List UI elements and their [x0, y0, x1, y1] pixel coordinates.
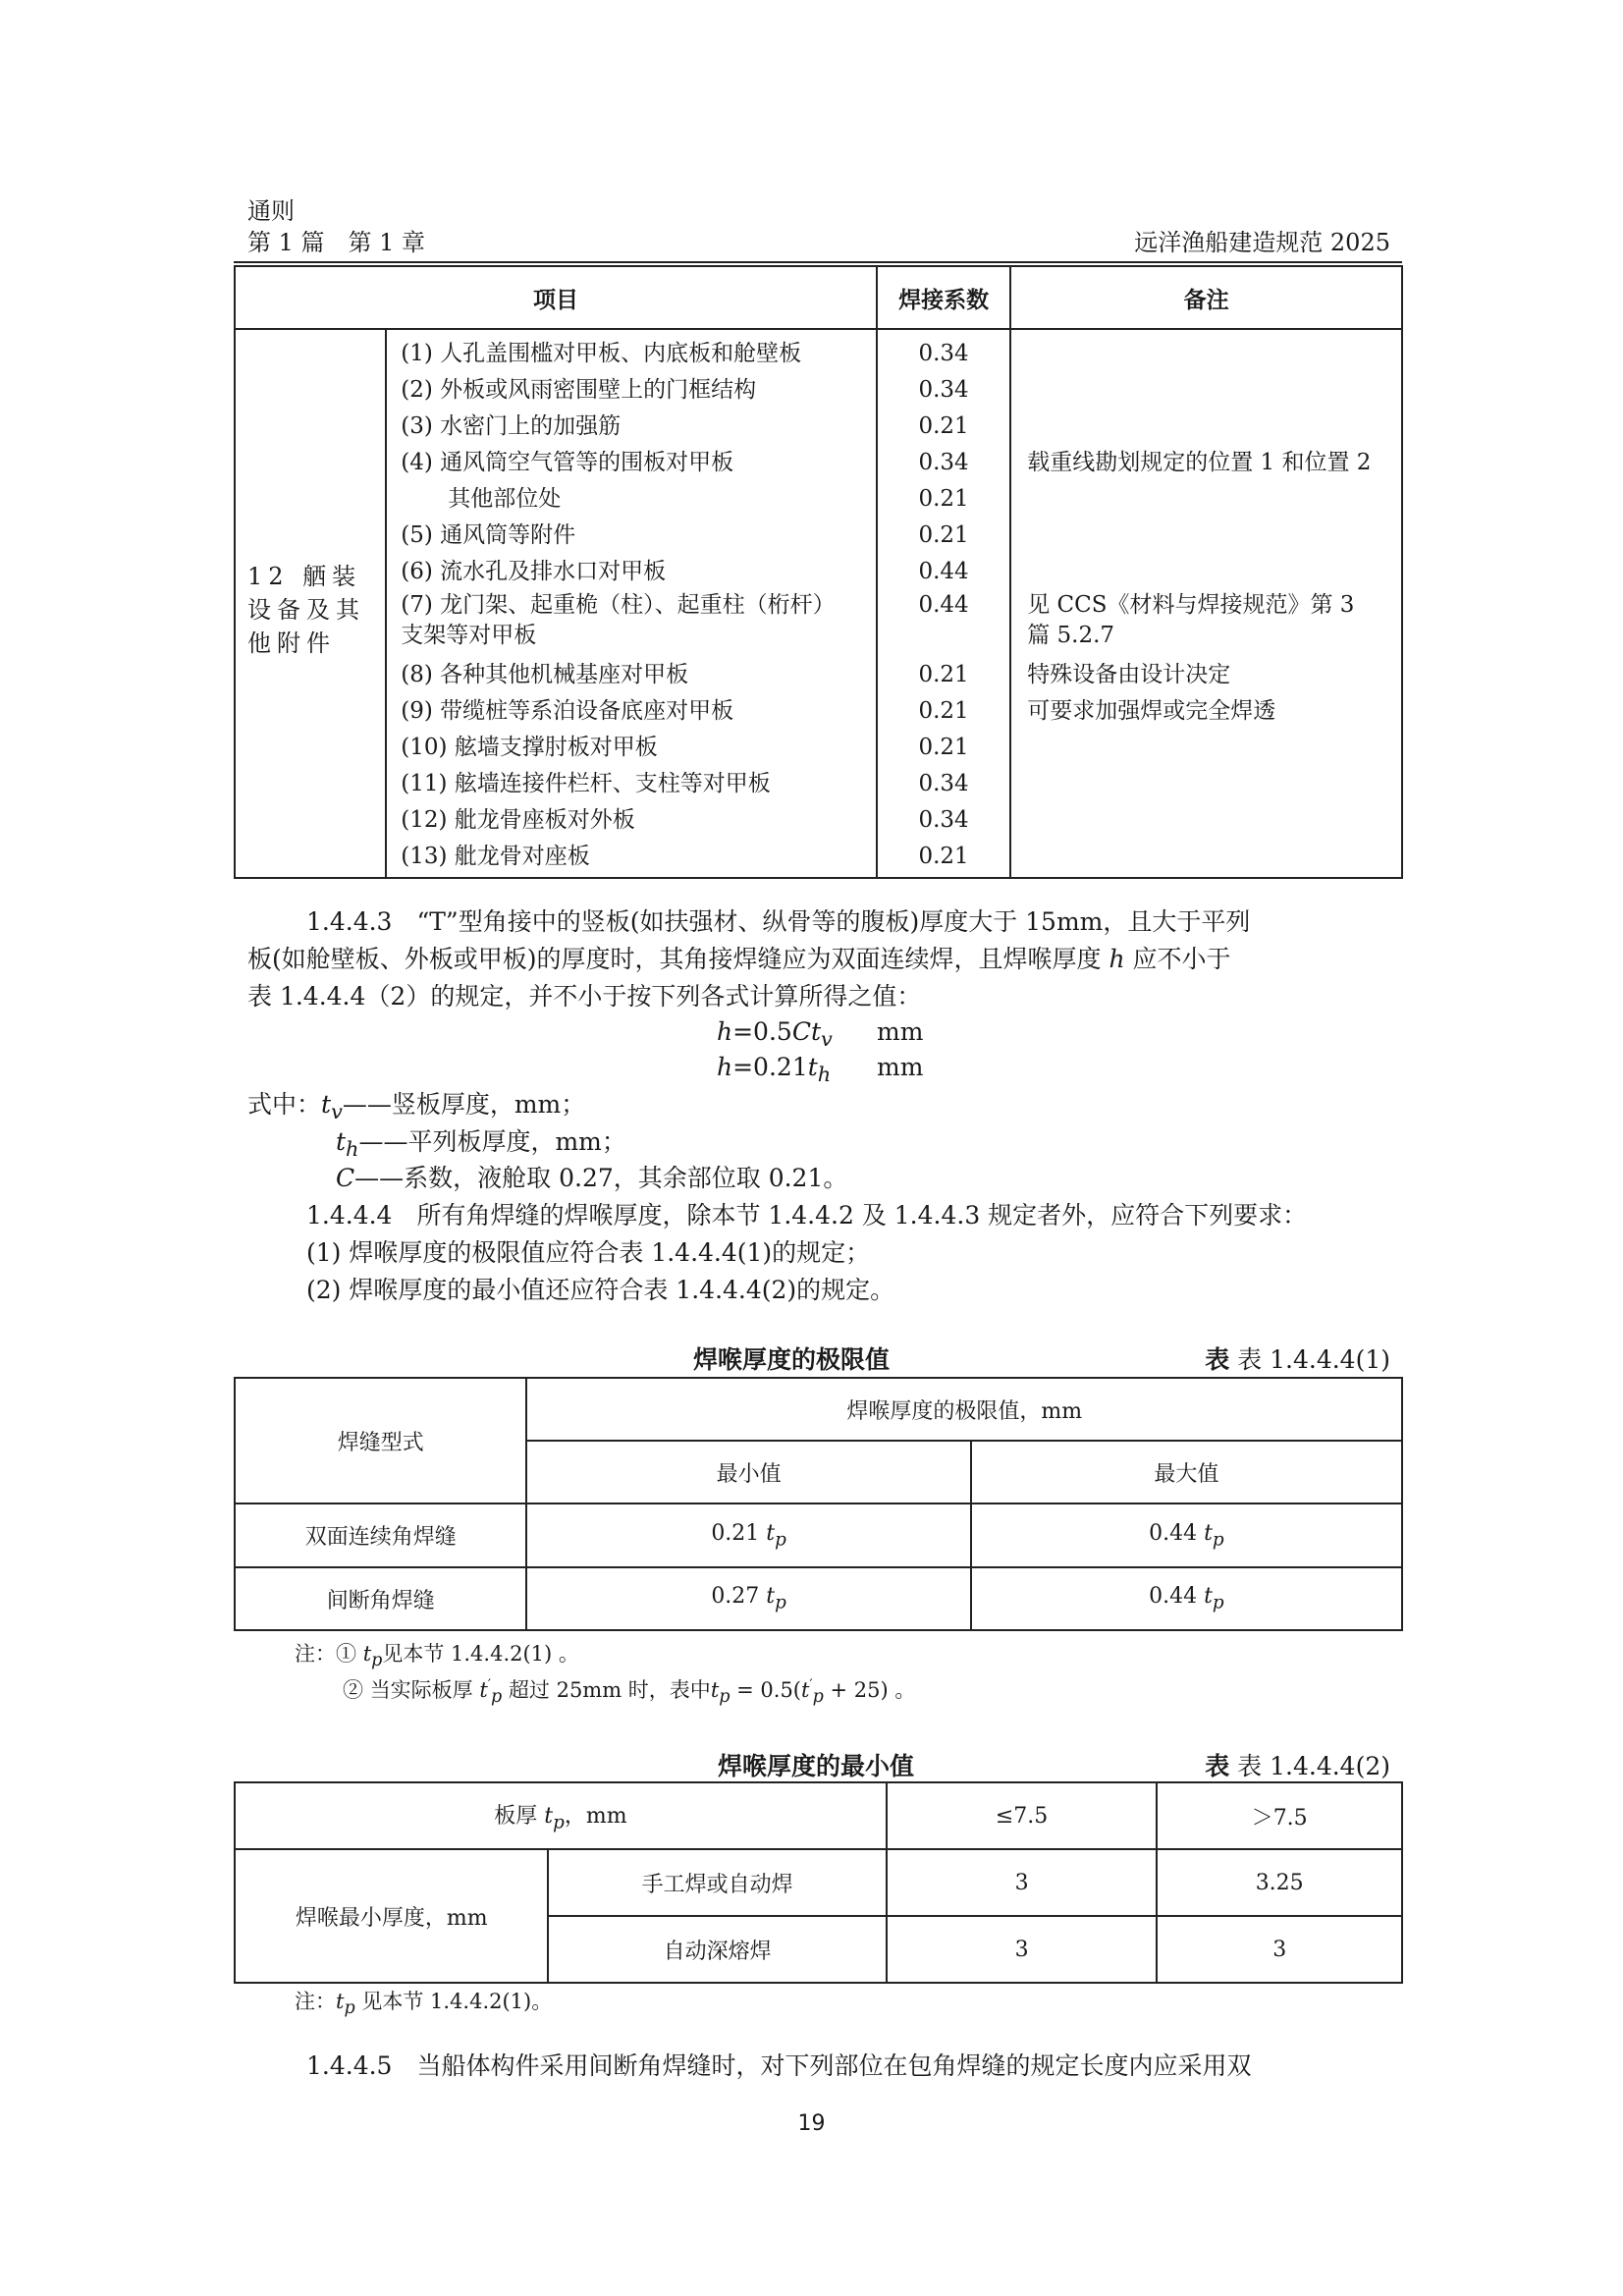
table-cell: 手工焊或自动焊 — [548, 1849, 886, 1916]
coefficient-value: 0.21 — [918, 413, 969, 439]
definition-th: $t_h——$平列板厚度，mm； — [336, 1127, 626, 1161]
table-row — [235, 1849, 1402, 1916]
coefficient-value: 0.44 — [918, 559, 969, 584]
table-row — [235, 1782, 1402, 1849]
row-label: 间断角焊缝 — [235, 1567, 526, 1630]
header-rule — [234, 261, 1402, 263]
table-cell: 0.27 $t_p$ — [526, 1567, 970, 1630]
table-title: 焊喉厚度的最小值 — [718, 1752, 915, 1780]
coefficient-value: 0.21 — [918, 662, 969, 687]
table-cell: 0.21 $t_p$ — [526, 1503, 970, 1567]
list-item: (6) 流水孔及排水口对甲板 — [401, 559, 667, 584]
clause-1-4-4-3-line3: 表 1.4.4.4（2）的规定，并不小于按下列各式计算所得之值： — [247, 982, 922, 1011]
table-note: 注：$t_p$ 见本节 1.4.4.2(1)。 — [295, 1990, 553, 2019]
list-item: (3) 水密门上的加强筋 — [401, 413, 622, 439]
table-cell: 3.25 — [1157, 1849, 1402, 1916]
row-label: 双面连续角焊缝 — [235, 1503, 526, 1567]
table-row — [235, 1378, 1402, 1441]
clause-1-4-4-4: 1.4.4.4 所有角焊缝的焊喉厚度，除本节 1.4.4.2 及 1.4.4.3 规定者外，应符合下列要求： — [306, 1201, 1308, 1230]
clause-1-4-4-3-line2: 板(如舱壁板、外板或甲板)的厚度时，其角接焊缝应为双面连续焊，且焊喉厚度 h 应不小于 — [247, 945, 1231, 973]
coefficient-value: 0.21 — [918, 844, 969, 869]
formula-2: $h=0.21t_h$ — [717, 1053, 832, 1086]
column-header: 备注 — [1010, 266, 1402, 329]
table-cell: 0.44 $t_p$ — [971, 1567, 1402, 1630]
table-body-row — [235, 329, 1402, 878]
list-item: (9) 带缆桩等系泊设备底座对甲板 — [401, 698, 734, 724]
remark: 特殊设备由设计决定 — [1027, 662, 1231, 687]
coefficient-value: 0.34 — [918, 807, 969, 833]
list-item: 其他部位处 — [448, 486, 562, 512]
column-header: ≤7.5 — [887, 1782, 1158, 1849]
column-header: 最大值 — [971, 1441, 1402, 1503]
row-label: 焊喉最小厚度，mm — [235, 1849, 548, 1983]
column-header: 焊缝型式 — [235, 1378, 526, 1503]
table-title: 焊喉厚度的极限值 — [693, 1345, 891, 1374]
table-cell: 0.44 $t_p$ — [971, 1503, 1402, 1567]
coefficient-value: 0.21 — [918, 735, 969, 760]
column-header: 板厚 $t_p$，mm — [235, 1782, 887, 1849]
list-item: (4) 通风筒空气管等的围板对甲板 — [401, 450, 734, 475]
column-group-header: 焊喉厚度的极限值，mm — [526, 1378, 1402, 1441]
throat-thickness-limits-table — [234, 1377, 1403, 1631]
table-cell: 3 — [1157, 1916, 1402, 1983]
welding-coefficient-table — [234, 265, 1403, 879]
list-item: (11) 舷墙连接件栏杆、支柱等对甲板 — [401, 771, 771, 796]
table-cell: 3 — [887, 1916, 1158, 1983]
column-header: 最小值 — [526, 1441, 970, 1503]
list-item: (2) 外板或风雨密围壁上的门框结构 — [401, 377, 757, 403]
chapter-label: 第 1 篇 第 1 章 — [247, 229, 426, 256]
clause-1-4-4-5: 1.4.4.5 当船体构件采用间断角焊缝时，对下列部位在包角焊缝的规定长度内应采用双 — [306, 2051, 1252, 2080]
page-number: 19 — [797, 2111, 826, 2136]
coefficient-value: 0.34 — [918, 771, 969, 796]
coefficient-value: 0.21 — [918, 486, 969, 512]
table-note-2: ② 当实际板厚 $t'_p$ 超过 25mm 时，表中$t_p = 0.5(t'_p + 25)$ 。 — [343, 1677, 916, 1708]
table-number: 表 表 1.4.4.4(2) — [1205, 1752, 1390, 1780]
list-item: (1) 人孔盖围槛对甲板、内底板和舱壁板 — [401, 341, 802, 366]
table-number: 表 表 1.4.4.4(1) — [1205, 1345, 1390, 1374]
table-row — [235, 1567, 1402, 1630]
section-label: 通则 — [247, 197, 295, 225]
formula-2-unit: mm — [877, 1053, 924, 1081]
column-header: 焊接系数 — [877, 266, 1010, 329]
item-column — [386, 329, 877, 878]
formula-1-unit: mm — [877, 1017, 924, 1046]
throat-thickness-minimum-table — [234, 1781, 1403, 1984]
category-cell: 12 舾装设备及其他附件 — [235, 329, 386, 878]
definition-tv: 式中：$t_v——$竖板厚度，mm； — [247, 1090, 586, 1123]
list-item: (5) 通风筒等附件 — [401, 522, 576, 548]
remark: 见 CCS《材料与焊接规范》第 3 — [1027, 592, 1355, 618]
coefficient-column — [877, 329, 1010, 878]
coefficient-value: 0.21 — [918, 698, 969, 724]
list-item: (13) 舭龙骨对座板 — [401, 844, 590, 869]
document-title: 远洋渔船建造规范 2025 — [1134, 229, 1390, 256]
list-item: (12) 舭龙骨座板对外板 — [401, 807, 635, 833]
clause-1-4-4-4-item2: (2) 焊喉厚度的最小值还应符合表 1.4.4.4(2)的规定。 — [306, 1276, 895, 1304]
remark-continuation: 篇 5.2.7 — [1027, 623, 1115, 648]
list-item: (10) 舷墙支撑肘板对甲板 — [401, 735, 658, 760]
coefficient-value: 0.21 — [918, 522, 969, 548]
list-item-continuation: 支架等对甲板 — [401, 623, 537, 648]
clause-1-4-4-3-line1: 1.4.4.3 “T”型角接中的竖板(如扶强材、纵骨等的腹板)厚度大于 15mm，且大于平列 — [306, 907, 1251, 936]
clause-1-4-4-4-item1: (1) 焊喉厚度的极限值应符合表 1.4.4.4(1)的规定； — [306, 1238, 871, 1267]
table-header-row — [235, 266, 1402, 329]
column-header: 项目 — [235, 266, 877, 329]
table-row — [235, 1503, 1402, 1567]
remarks-column — [1010, 329, 1402, 878]
column-header: ＞7.5 — [1157, 1782, 1402, 1849]
list-item: (7) 龙门架、起重桅（柱）、起重柱（桁杆） — [401, 592, 836, 618]
table-cell: 3 — [887, 1849, 1158, 1916]
table-cell: 自动深熔焊 — [548, 1916, 886, 1983]
coefficient-value: 0.34 — [918, 377, 969, 403]
list-item: (8) 各种其他机械基座对甲板 — [401, 662, 689, 687]
coefficient-value: 0.34 — [918, 341, 969, 366]
coefficient-value: 0.44 — [918, 592, 969, 618]
definition-c: C——系数，液舱取 0.27，其余部位取 0.21。 — [336, 1164, 848, 1192]
remark: 载重线勘划规定的位置 1 和位置 2 — [1027, 450, 1372, 475]
remark: 可要求加强焊或完全焊透 — [1027, 698, 1276, 724]
coefficient-value: 0.34 — [918, 450, 969, 475]
formula-1: $h=0.5Ct_v$ — [717, 1017, 833, 1051]
table-note-1: 注：① $t_p$见本节 1.4.4.2(1) 。 — [295, 1642, 579, 1671]
